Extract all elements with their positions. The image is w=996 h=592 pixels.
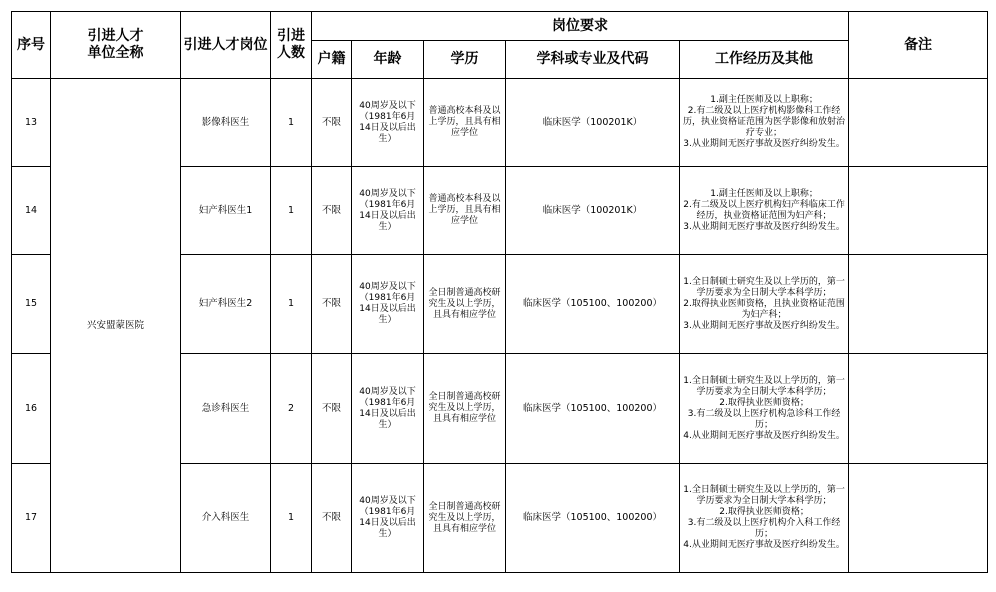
cell-education: 普通高校本科及以上学历，且具有相应学位 bbox=[424, 167, 506, 255]
cell-hukou: 不限 bbox=[312, 464, 352, 573]
cell-education: 全日制普通高校研究生及以上学历，且具有相应学位 bbox=[424, 464, 506, 573]
cell-count: 1 bbox=[271, 167, 312, 255]
cell-hukou: 不限 bbox=[312, 255, 352, 354]
cell-remarks bbox=[849, 167, 988, 255]
cell-seq: 17 bbox=[12, 464, 51, 573]
cell-major: 临床医学（105100、100200） bbox=[506, 255, 680, 354]
experience-text: 1.副主任医师及以上职称； 2.有二级及以上医疗机构妇产科临床工作经历，执业资格证范围为妇产科； 3.从业期间无医疗事故及医疗纠纷发生。 bbox=[683, 188, 845, 232]
cell-count: 1 bbox=[271, 255, 312, 354]
cell-position: 妇产科医生2 bbox=[181, 255, 271, 354]
cell-count: 1 bbox=[271, 464, 312, 573]
cell-seq: 15 bbox=[12, 255, 51, 354]
cell-count: 1 bbox=[271, 79, 312, 167]
cell-major: 临床医学（100201K） bbox=[506, 167, 680, 255]
header-hukou: 户籍 bbox=[312, 41, 352, 79]
cell-experience bbox=[680, 464, 849, 573]
cell-position: 影像科医生 bbox=[181, 79, 271, 167]
cell-remarks bbox=[849, 354, 988, 464]
recruitment-table bbox=[11, 11, 988, 573]
cell-position: 急诊科医生 bbox=[181, 354, 271, 464]
cell-remarks bbox=[849, 255, 988, 354]
cell-experience bbox=[680, 167, 849, 255]
cell-remarks bbox=[849, 79, 988, 167]
header-requirements: 岗位要求 bbox=[312, 12, 849, 41]
cell-position: 介入科医生 bbox=[181, 464, 271, 573]
cell-age: 40周岁及以下（1981年6月14日及以后出生） bbox=[352, 464, 424, 573]
cell-age: 40周岁及以下（1981年6月14日及以后出生） bbox=[352, 167, 424, 255]
experience-text: 1.副主任医师及以上职称； 2.有二级及以上医疗机构影像科工作经历，执业资格证范围为医学影像和放射治疗专业； 3.从业期间无医疗事故及医疗纠纷发生。 bbox=[683, 95, 846, 149]
cell-education: 普通高校本科及以上学历，且具有相应学位 bbox=[424, 79, 506, 167]
cell-count: 2 bbox=[271, 354, 312, 464]
header-position: 引进人才岗位 bbox=[181, 12, 271, 79]
cell-hukou: 不限 bbox=[312, 167, 352, 255]
cell-age: 40周岁及以下（1981年6月14日及以后出生） bbox=[352, 354, 424, 464]
cell-experience bbox=[680, 79, 849, 167]
cell-hukou: 不限 bbox=[312, 354, 352, 464]
header-unit-text: 引进人才 单位全称 bbox=[87, 28, 144, 61]
header-count: 引进人数 bbox=[271, 12, 312, 79]
cell-seq: 13 bbox=[12, 79, 51, 167]
header-seq: 序号 bbox=[12, 12, 51, 79]
header-experience: 工作经历及其他 bbox=[680, 41, 849, 79]
header-unit bbox=[51, 12, 181, 79]
cell-position: 妇产科医生1 bbox=[181, 167, 271, 255]
cell-remarks bbox=[849, 464, 988, 573]
cell-unit-name: 兴安盟蒙医院 bbox=[51, 79, 181, 573]
cell-age: 40周岁及以下（1981年6月14日及以后出生） bbox=[352, 79, 424, 167]
header-education: 学历 bbox=[424, 41, 506, 79]
table-row bbox=[12, 79, 988, 167]
cell-seq: 14 bbox=[12, 167, 51, 255]
cell-major: 临床医学（105100、100200） bbox=[506, 354, 680, 464]
cell-major: 临床医学（100201K） bbox=[506, 79, 680, 167]
experience-text: 1.全日制硕士研究生及以上学历的，第一学历要求为全日制大学本科学历； 2.取得执业医师资格； 3.有二级及以上医疗机构介入科工作经历； 4.从业期间无医疗事故及医疗纠纷发生。 bbox=[683, 485, 845, 550]
header-remarks: 备注 bbox=[849, 12, 988, 79]
cell-major: 临床医学（105100、100200） bbox=[506, 464, 680, 573]
cell-experience bbox=[680, 255, 849, 354]
cell-seq: 16 bbox=[12, 354, 51, 464]
experience-text: 1.全日制硕士研究生及以上学历的，第一学历要求为全日制大学本科学历； 2.取得执业医师资格； 3.有二级及以上医疗机构急诊科工作经历； 4.从业期间无医疗事故及医疗纠纷发生。 bbox=[683, 375, 845, 441]
cell-experience bbox=[680, 354, 849, 464]
header-row-top bbox=[12, 12, 988, 41]
cell-age: 40周岁及以下（1981年6月14日及以后出生） bbox=[352, 255, 424, 354]
experience-text: 1.全日制硕士研究生及以上学历的，第一学历要求为全日制大学本科学历； 2.取得执业医师资格，且执业资格证范围为妇产科； 3.从业期间无医疗事故及医疗纠纷发生。 bbox=[683, 276, 845, 331]
header-major: 学科或专业及代码 bbox=[506, 41, 680, 79]
cell-hukou: 不限 bbox=[312, 79, 352, 167]
cell-education: 全日制普通高校研究生及以上学历，且具有相应学位 bbox=[424, 354, 506, 464]
header-age: 年龄 bbox=[352, 41, 424, 79]
cell-education: 全日制普通高校研究生及以上学历，且具有相应学位 bbox=[424, 255, 506, 354]
